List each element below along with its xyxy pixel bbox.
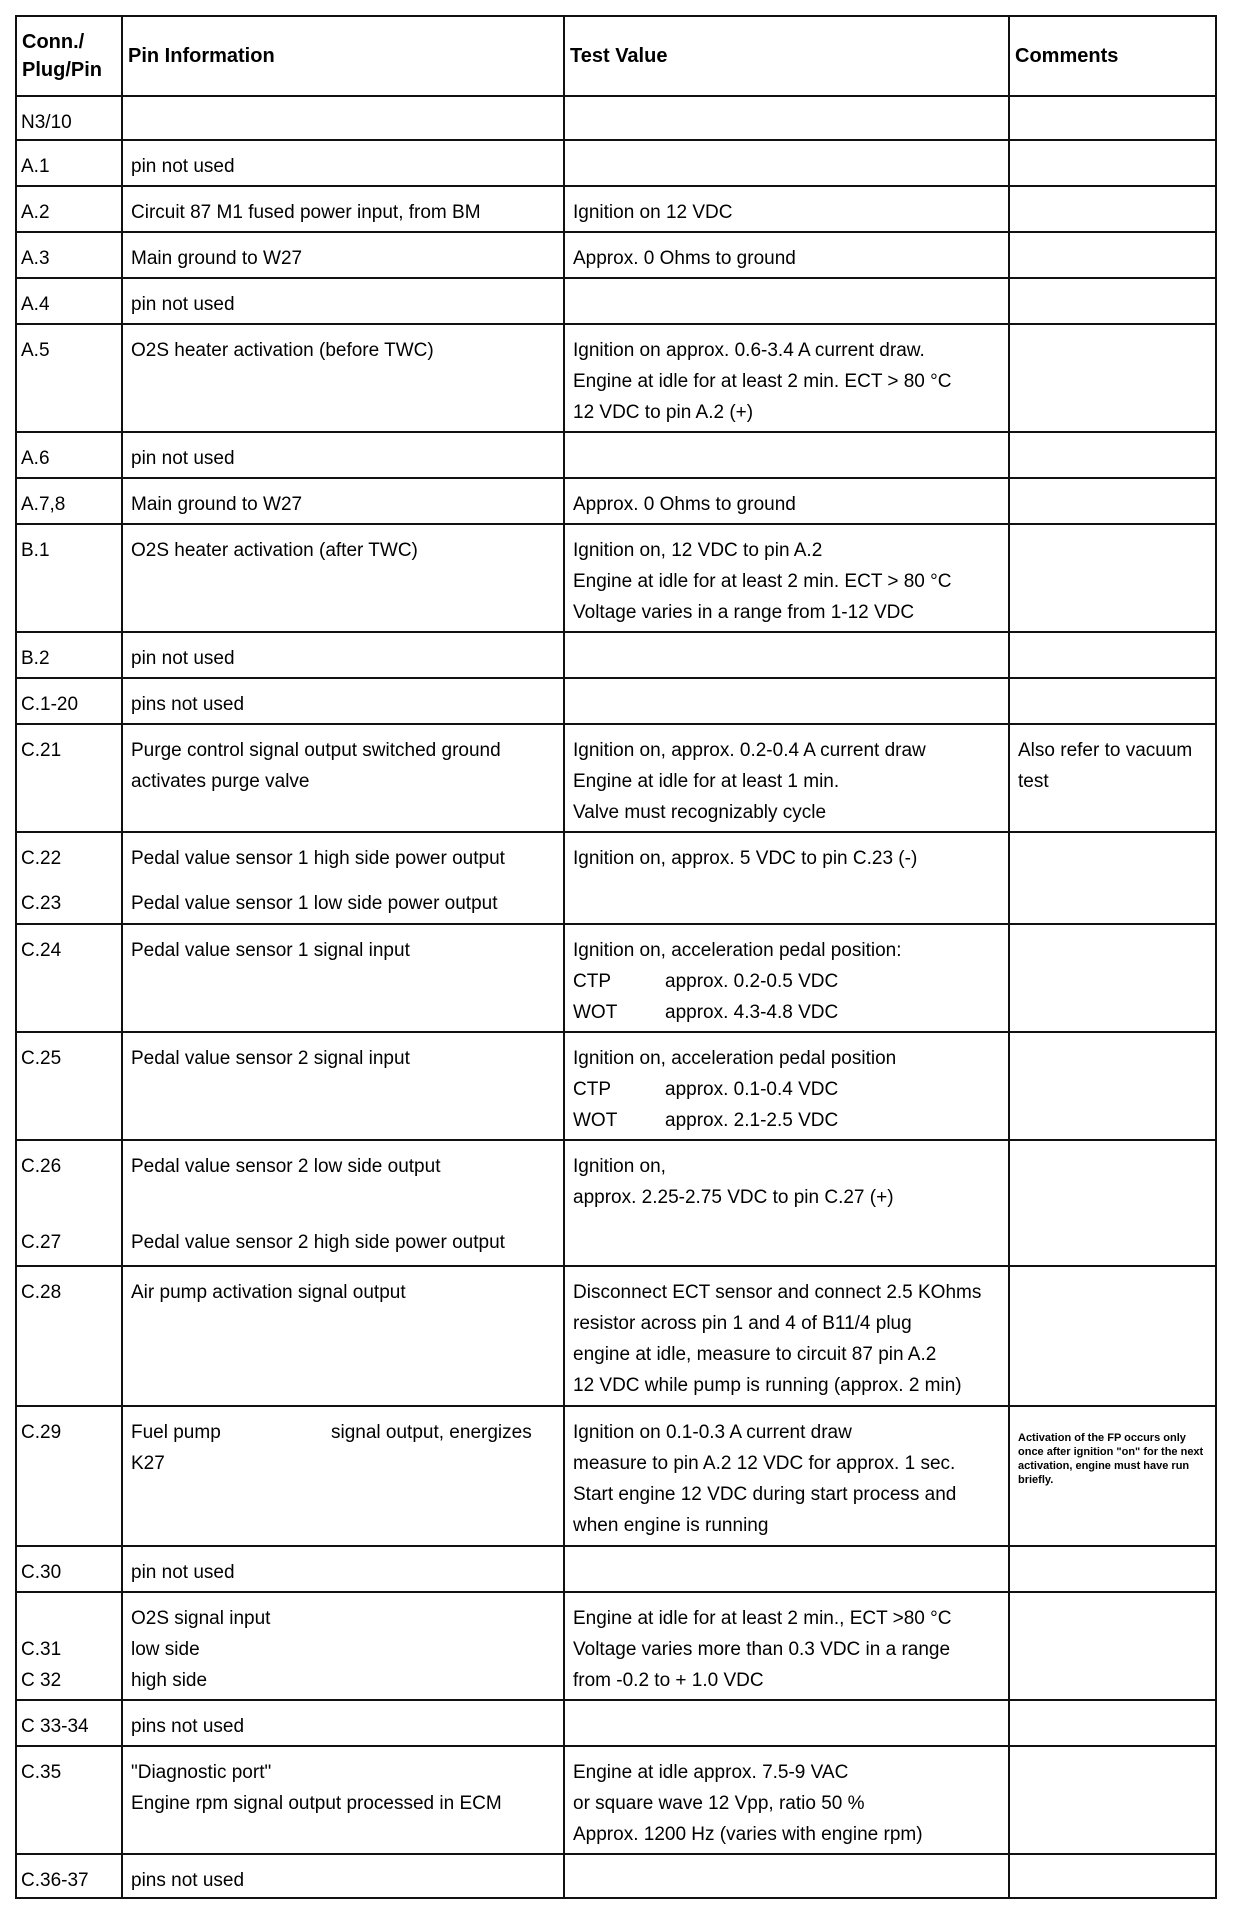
comment-cell (1009, 432, 1216, 478)
table-row (16, 1266, 1216, 1406)
info-cell: pin not used (122, 1546, 564, 1592)
pin-cell: B.1 (16, 524, 122, 632)
table-row (16, 632, 1216, 678)
pin-cell: C.30 (16, 1546, 122, 1592)
table-row (16, 924, 1216, 1032)
comment-cell (1009, 478, 1216, 524)
test-cell: Approx. 0 Ohms to ground (564, 232, 1009, 278)
comment-cell (1009, 186, 1216, 232)
pin-cell: C.22 C.23 (16, 832, 122, 924)
info-cell: pin not used (122, 278, 564, 324)
comment-cell (1009, 524, 1216, 632)
info-cell: Main ground to W27 (122, 232, 564, 278)
header-test: Test Value (564, 16, 1009, 96)
info-cell: Pedal value sensor 1 high side power output Pedal value sensor 1 low side power output (122, 832, 564, 924)
info-cell: O2S heater activation (after TWC) (122, 524, 564, 632)
info-cell: Air pump activation signal output (122, 1266, 564, 1406)
table-row (16, 432, 1216, 478)
test-cell (564, 432, 1009, 478)
pin-cell: C.35 (16, 1746, 122, 1854)
table-row (16, 96, 1216, 140)
pin-cell: C.28 (16, 1266, 122, 1406)
info-cell: O2S heater activation (before TWC) (122, 324, 564, 432)
pin-cell: A.2 (16, 186, 122, 232)
comment-cell (1009, 1032, 1216, 1140)
test-cell: Disconnect ECT sensor and connect 2.5 KOhms resistor across pin 1 and 4 of B11/4 plug engine at idle, measure to circuit 87 pin A.2 12 VDC while pump is running (approx. 2 min) (564, 1266, 1009, 1406)
table-row (16, 1546, 1216, 1592)
test-cell: Engine at idle approx. 7.5-9 VAC or square wave 12 Vpp, ratio 50 % Approx. 1200 Hz (varies with engine rpm) (564, 1746, 1009, 1854)
header-info: Pin Information (122, 16, 564, 96)
info-cell: Pedal value sensor 2 signal input (122, 1032, 564, 1140)
comment-cell (1009, 232, 1216, 278)
pin-cell: A.3 (16, 232, 122, 278)
pin-cell: C.21 (16, 724, 122, 832)
comment-cell (1009, 1266, 1216, 1406)
table-row (16, 1746, 1216, 1854)
comment-cell (1009, 924, 1216, 1032)
pin-cell: C.1-20 (16, 678, 122, 724)
test-cell (564, 1700, 1009, 1746)
header-comments: Comments (1009, 16, 1216, 96)
table-row (16, 1140, 1216, 1266)
test-cell (564, 96, 1009, 140)
test-cell: Ignition on, approx. 0.2-0.4 A current draw Engine at idle for at least 1 min. Valve must recognizably cycle (564, 724, 1009, 832)
comment-cell (1009, 1746, 1216, 1854)
info-cell: Purge control signal output switched ground activates purge valve (122, 724, 564, 832)
test-cell (564, 140, 1009, 186)
test-cell (564, 1854, 1009, 1898)
pin-cell: N3/10 (16, 96, 122, 140)
pin-cell: C.31 C 32 (16, 1592, 122, 1700)
comment-cell (1009, 1592, 1216, 1700)
comment-cell (1009, 96, 1216, 140)
comment-cell (1009, 140, 1216, 186)
header-row (16, 16, 1216, 96)
pin-cell: A.7,8 (16, 478, 122, 524)
header-conn: Conn./ Plug/Pin (16, 16, 122, 96)
test-cell: Ignition on approx. 0.6-3.4 A current draw. Engine at idle for at least 2 min. ECT > 80 °C 12 VDC to pin A.2 (+) (564, 324, 1009, 432)
test-cell: Ignition on, 12 VDC to pin A.2 Engine at idle for at least 2 min. ECT > 80 °C Voltage varies in a range from 1-12 VDC (564, 524, 1009, 632)
table-row (16, 278, 1216, 324)
test-cell (564, 678, 1009, 724)
pin-cell: A.1 (16, 140, 122, 186)
info-cell: pin not used (122, 632, 564, 678)
table-row (16, 1700, 1216, 1746)
table-row (16, 324, 1216, 432)
pin-cell: C.29 (16, 1406, 122, 1546)
table-row (16, 524, 1216, 632)
table-row (16, 678, 1216, 724)
comment-cell (1009, 278, 1216, 324)
test-cell: Ignition on, acceleration pedal position: CTP approx. 0.2-0.5 VDC WOT approx. 4.3-4.8 VDC (564, 924, 1009, 1032)
pin-cell: C.26 C.27 (16, 1140, 122, 1266)
comment-cell (1009, 1546, 1216, 1592)
comment-cell (1009, 324, 1216, 432)
pin-cell: C.24 (16, 924, 122, 1032)
comment-cell (1009, 1854, 1216, 1898)
pin-cell: C 33-34 (16, 1700, 122, 1746)
test-cell (564, 1546, 1009, 1592)
info-cell: Fuel pump signal output, energizes K27 (122, 1406, 564, 1546)
test-cell: Ignition on, approx. 2.25-2.75 VDC to pin C.27 (+) (564, 1140, 1009, 1266)
pin-cell: C.25 (16, 1032, 122, 1140)
test-cell: Ignition on, approx. 5 VDC to pin C.23 (-) (564, 832, 1009, 924)
pin-cell: A.4 (16, 278, 122, 324)
info-cell: pin not used (122, 140, 564, 186)
pin-cell: A.5 (16, 324, 122, 432)
info-cell: Circuit 87 M1 fused power input, from BM (122, 186, 564, 232)
comment-cell: Also refer to vacuum test (1009, 724, 1216, 832)
info-cell: Pedal value sensor 1 signal input (122, 924, 564, 1032)
test-cell (564, 278, 1009, 324)
test-cell: Approx. 0 Ohms to ground (564, 478, 1009, 524)
comment-cell: Activation of the FP occurs only once after ignition "on" for the next activation, engine must have run briefly. (1009, 1406, 1216, 1546)
pin-cell: C.36-37 (16, 1854, 122, 1898)
table-row (16, 140, 1216, 186)
test-cell: Ignition on, acceleration pedal position CTP approx. 0.1-0.4 VDC WOT approx. 2.1-2.5 VDC (564, 1032, 1009, 1140)
info-cell: "Diagnostic port" Engine rpm signal output processed in ECM (122, 1746, 564, 1854)
table-row (16, 1032, 1216, 1140)
test-cell (564, 632, 1009, 678)
info-cell: pins not used (122, 1854, 564, 1898)
info-cell: pins not used (122, 1700, 564, 1746)
table-row (16, 232, 1216, 278)
pin-cell: B.2 (16, 632, 122, 678)
info-cell: O2S signal input low side high side (122, 1592, 564, 1700)
table-row (16, 1854, 1216, 1898)
table-row (16, 1406, 1216, 1546)
test-cell: Ignition on 12 VDC (564, 186, 1009, 232)
test-cell: Ignition on 0.1-0.3 A current draw measure to pin A.2 12 VDC for approx. 1 sec. Start engine 12 VDC during start process and when engine is running (564, 1406, 1009, 1546)
comment-cell (1009, 832, 1216, 924)
table-row (16, 186, 1216, 232)
test-cell: Engine at idle for at least 2 min., ECT >80 °C Voltage varies more than 0.3 VDC in a range from -0.2 to + 1.0 VDC (564, 1592, 1009, 1700)
table-row (16, 724, 1216, 832)
comment-cell (1009, 678, 1216, 724)
info-cell: Pedal value sensor 2 low side output Pedal value sensor 2 high side power output (122, 1140, 564, 1266)
info-cell (122, 96, 564, 140)
comment-cell (1009, 632, 1216, 678)
pin-table (15, 15, 1217, 1899)
comment-cell (1009, 1700, 1216, 1746)
info-cell: Main ground to W27 (122, 478, 564, 524)
comment-cell (1009, 1140, 1216, 1266)
table-row (16, 478, 1216, 524)
pin-cell: A.6 (16, 432, 122, 478)
info-cell: pin not used (122, 432, 564, 478)
table-row (16, 1592, 1216, 1700)
info-cell: pins not used (122, 678, 564, 724)
table-row (16, 832, 1216, 924)
